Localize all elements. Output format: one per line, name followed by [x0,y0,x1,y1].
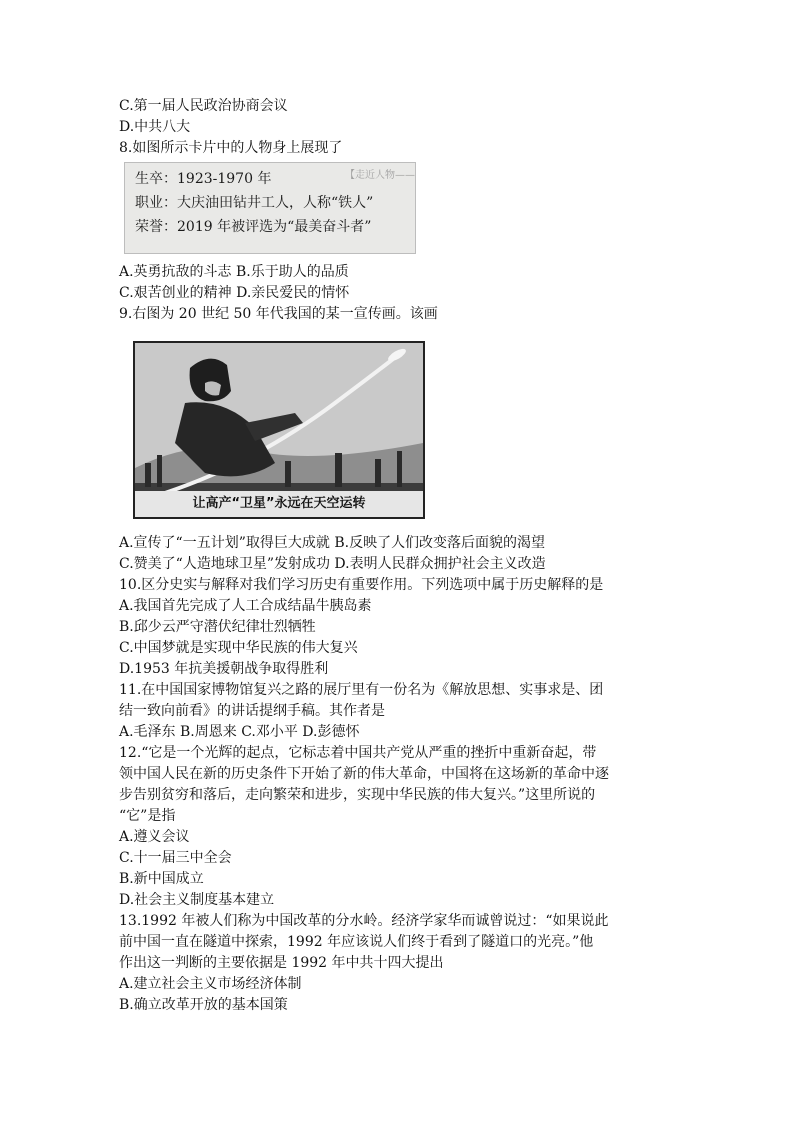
q12-option-d: D.社会主义制度基本建立 [119,892,275,908]
q12-stem-line2: 领中国人民在新的历史条件下开始了新的伟大革命，中国将在这场新的革命中逐 [119,766,609,782]
person-card-image [124,162,416,254]
q7-option-d: D.中共八大 [119,119,191,135]
q13-option-a: A.建立社会主义市场经济体制 [119,976,302,992]
card-line-occupation: 职业：大庆油田钻井工人，人称“铁人” [135,195,374,211]
q8-stem: 8.如图所示卡片中的人物身上展现了 [119,140,343,156]
q9-options-cd: C.赞美了“人造地球卫星”发射成功 D.表明人民群众拥护社会主义改造 [119,556,546,572]
q12-stem-line1: 12.“它是一个光辉的起点，它标志着中国共产党从严重的挫折中重新奋起，带 [119,745,597,761]
q10-option-d: D.1953 年抗美援朝战争取得胜利 [119,661,329,677]
card-header-text: 【走近人物—— [345,170,415,181]
card-line-honor: 荣誉：2019 年被评选为“最美奋斗者” [135,219,372,235]
q12-option-b: B.新中国成立 [119,871,204,887]
q11-stem-line1: 11.在中国国家博物馆复兴之路的展厅里有一份名为《解放思想、实事求是、团 [119,682,604,698]
q10-option-a: A.我国首先完成了人工合成结晶牛胰岛素 [119,598,372,614]
q9-stem: 9.右图为 20 世纪 50 年代我国的某一宣传画。该画 [119,306,438,322]
q11-options: A.毛泽东 B.周恩来 C.邓小平 D.彭德怀 [119,724,360,740]
q10-option-c: C.中国梦就是实现中华民族的伟大复兴 [119,640,358,656]
q13-stem-line1: 13.1992 年被人们称为中国改革的分水岭。经济学家华而诚曾说过：“如果说此 [119,913,609,929]
q8-options-ab: A.英勇抗敌的斗志 B.乐于助人的品质 [119,264,349,280]
poster-caption: 让高产“卫星”永远在天空运转 [135,491,423,517]
card-line-lifespan: 生卒：1923-1970 年 [135,171,272,187]
q13-option-b: B.确立改革开放的基本国策 [119,997,288,1013]
q7-option-c: C.第一届人民政治协商会议 [119,98,288,114]
propaganda-poster-image [133,341,425,519]
q9-options-ab: A.宣传了“一五计划”取得巨大成就 B.反映了人们改变落后面貌的渴望 [119,535,546,551]
q11-stem-line2: 结一致向前看》的讲话提纲手稿。其作者是 [119,703,385,719]
q13-stem-line2: 前中国一直在隧道中探索，1992 年应该说人们终于看到了隧道口的光亮。”他 [119,934,594,950]
q8-options-cd: C.艰苦创业的精神 D.亲民爱民的情怀 [119,285,350,301]
q12-option-a: A.遵义会议 [119,829,190,845]
q13-stem-line3: 作出这一判断的主要依据是 1992 年中共十四大提出 [119,955,444,971]
q12-stem-line4: “它”是指 [119,808,176,824]
q10-stem: 10.区分史实与解释对我们学习历史有重要作用。下列选项中属于历史解释的是 [119,577,604,593]
q12-option-c: C.十一届三中全会 [119,850,232,866]
q12-stem-line3: 步告别贫穷和落后，走向繁荣和进步，实现中华民族的伟大复兴。”这里所说的 [119,787,596,803]
q10-option-b: B.邱少云严守潜伏纪律壮烈牺牲 [119,619,316,635]
